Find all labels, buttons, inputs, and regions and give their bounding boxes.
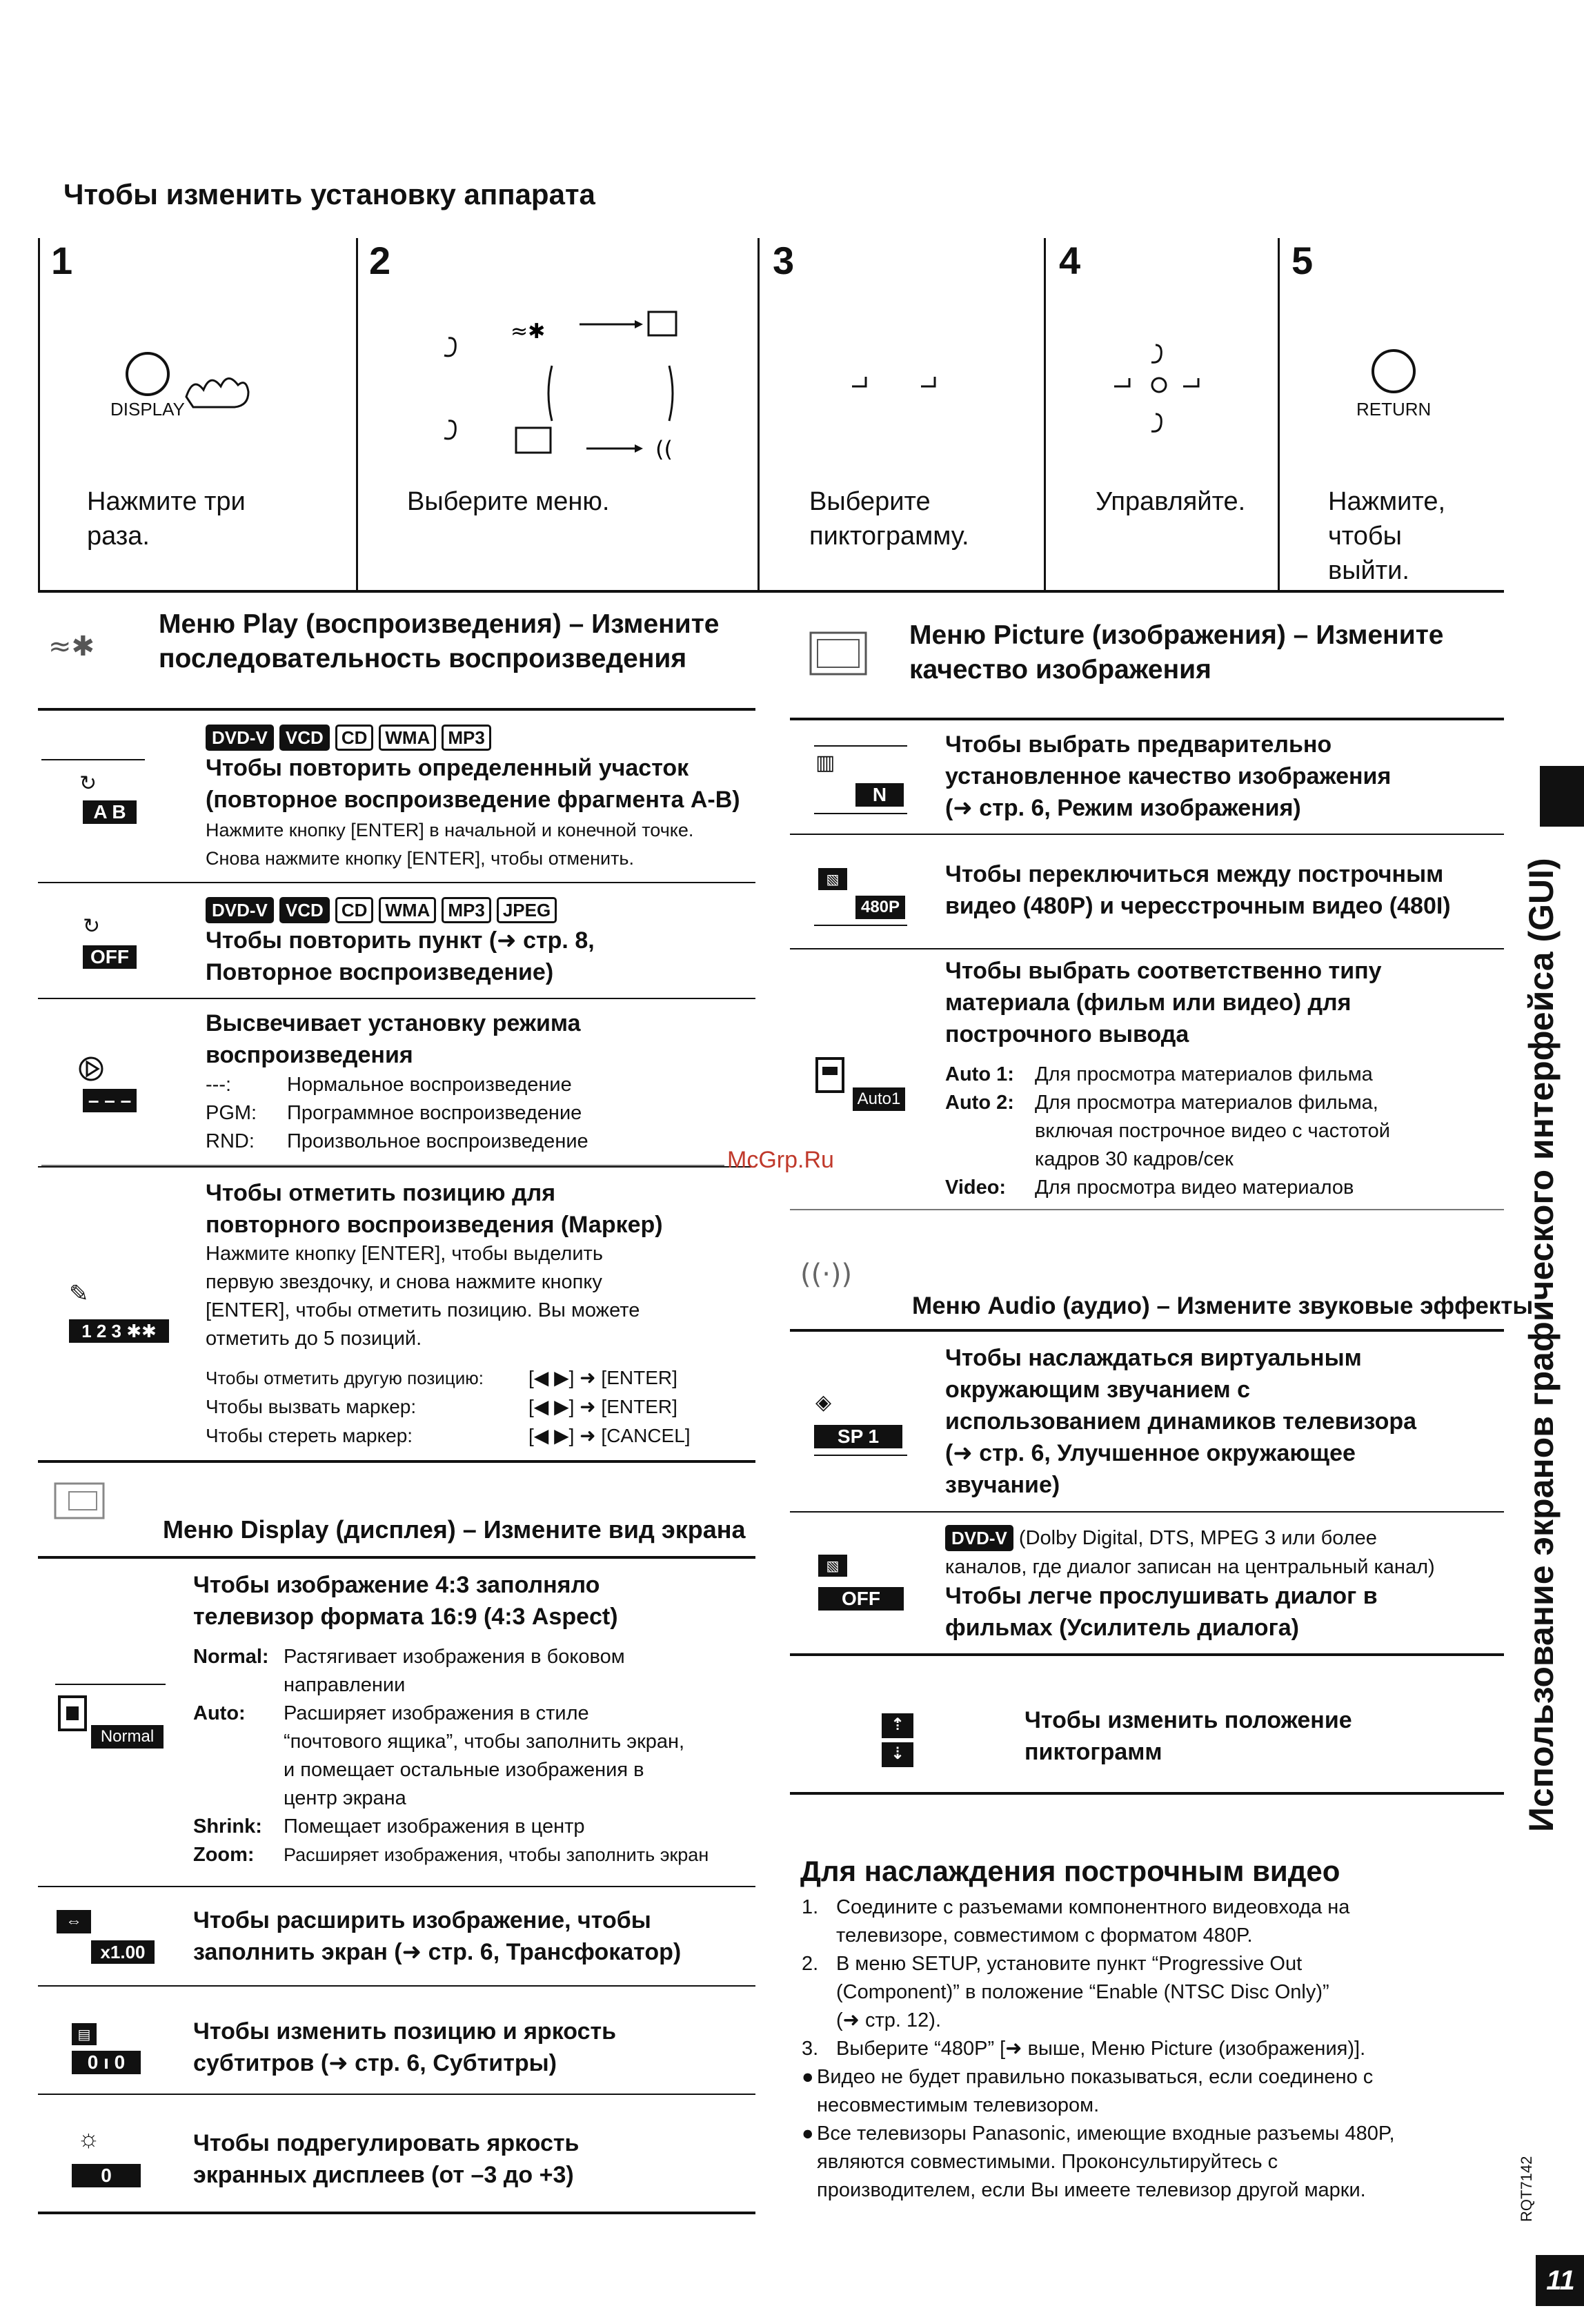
display-button-label: DISPLAY — [110, 399, 185, 420]
repeat-off-icon: OFF — [83, 945, 137, 969]
transfer-options: Auto 1: Для просмотра материалов фильма Auto 2: Для просмотра материалов фильма, включая построчное видео с частотой кадров 30 кадров/сек Video: Для просмотра видео материалов — [945, 1063, 1390, 1199]
cursor-pad-icon — [1100, 331, 1225, 449]
audio-menu-icon — [793, 1249, 876, 1304]
dialog-enhancer-value-icon: OFF — [818, 1587, 904, 1611]
subtitle-icon: ▤ — [72, 2023, 97, 2045]
marker-icon: ✎ — [69, 1281, 89, 1307]
item-title: Чтобы легче прослушивать диалог в фильмах (Усилитель диалога) — [945, 1583, 1378, 1641]
step-text: Выберите меню. — [407, 487, 610, 516]
progressive-steps: 1. Соедините с разъемами компонентного видеовхода на телевизоре, совместимом с форматом 480P. 2. В меню SETUP, установите пункт “Progressive Out (Component)” в положение “Enable (NTSC Disc Only)” (➜ стр. 12). 3. Выберите “480P” [➜ выше, Меню Picture (изображения)]. ● Видео не будет правильно показываться, если соединено с несовместимым телевизором. ● Все телевизоры Panasonic, имеющие входные разъемы 480P, являются совместимыми. Проконсультируйтесь с производителем, если Вы имеете телевизор другой марки. — [802, 1896, 1395, 2201]
audio-menu-heading: Меню Audio (аудио) – Измените звуковые эффекты — [912, 1292, 1534, 1319]
ab-repeat-icon: A B — [83, 800, 137, 824]
return-button-icon — [1369, 345, 1425, 400]
format-badge: DVD-V — [945, 1525, 1013, 1551]
surround-icon: ◈ — [815, 1391, 832, 1414]
move-down-icon: ⇣ — [882, 1742, 913, 1767]
step-number: 1 — [51, 239, 73, 282]
item-title: Чтобы переключиться между построчным видео (480P) и чересстрочным видео (480I) — [945, 861, 1451, 919]
zoom-value-icon: x1.00 — [91, 1940, 155, 1964]
repeat-icon: ↻ — [83, 915, 101, 938]
format-badge: DVD-V — [206, 725, 274, 751]
item-title: Чтобы повторить пункт (➜ стр. 8, Повторное воспроизведение) — [206, 927, 595, 985]
aspect-icon — [57, 1694, 91, 1735]
transfer-mode-icon — [814, 1056, 849, 1097]
mode-list: ---: Нормальное воспроизведение PGM: Программное воспроизведение RND: Произвольное воспроизведение — [206, 1074, 588, 1152]
item-title: Чтобы расширить изображение, чтобы заполнить экран (➜ стр. 6, Трансфокатор) — [193, 1907, 682, 1965]
doc-code: RQT7142 — [1518, 2156, 1535, 2222]
item-description: Нажмите кнопку [ENTER], чтобы выделить первую звездочку, и снова нажмите кнопку [ENTER], чтобы отметить позицию. Вы можете отметить до 5 позиций. — [206, 1243, 640, 1350]
progressive-icon: ▧ — [818, 868, 847, 890]
picture-mode-value-icon: N — [855, 783, 904, 807]
picture-menu-icon — [804, 624, 887, 687]
section-tab-marker — [1540, 766, 1584, 827]
format-badge: CD — [335, 725, 374, 751]
progressive-heading: Для наслаждения построчным видео — [800, 1855, 1340, 1887]
format-badges — [206, 725, 497, 751]
step-number: 2 — [369, 239, 391, 282]
format-badge: MP3 — [442, 725, 491, 751]
format-badge: JPEG — [497, 897, 557, 923]
item-title: Чтобы повторить определенный участок (повторное воспроизведение фрагмента A-B) — [206, 755, 740, 813]
play-menu-icon — [41, 618, 138, 673]
transfer-mode-value-icon: Auto1 — [853, 1087, 905, 1111]
step-text: Нажмите, чтобы выйти. — [1328, 487, 1446, 585]
picture-mode-icon: ▥ — [815, 751, 835, 774]
svg-text:((·)): ((·)) — [800, 1259, 853, 1290]
item-title: Чтобы выбрать предварительно установленное качество изображения (➜ стр. 6, Режим изображения) — [945, 731, 1392, 821]
play-menu-heading: Меню Play (воспроизведения) – Измените последовательность воспроизведения — [159, 609, 720, 673]
display-menu-heading: Меню Display (дисплея) – Измените вид экрана — [163, 1515, 746, 1544]
svg-text:≈✱: ≈✱ — [511, 319, 546, 344]
step-text: Управляйте. — [1096, 487, 1246, 516]
format-badge: WMA — [379, 897, 436, 923]
item-title: Чтобы подрегулировать яркость экранных дисплеев (от –3 до +3) — [193, 2130, 580, 2188]
watermark: McGrp.Ru — [727, 1147, 834, 1173]
format-badge: WMA — [379, 725, 436, 751]
picture-menu-heading: Меню Picture (изображения) – Измените качество изображения — [909, 620, 1444, 685]
repeat-icon: ↻ — [79, 772, 97, 795]
page-number: 11 — [1536, 2255, 1584, 2306]
left-right-buttons-icon — [845, 366, 969, 407]
brightness-value-icon: 0 — [72, 2164, 141, 2187]
step-number: 4 — [1059, 239, 1081, 282]
progressive-value-icon: 480P — [855, 896, 905, 919]
move-up-icon: ⇡ — [882, 1713, 913, 1738]
svg-text:((: (( — [655, 436, 673, 462]
aspect-options: Normal: Растягивает изображения в боковом направлении Auto: Расширяет изображения в стиле “почтового ящика”, чтобы заполнить экран, и помещает остальные изображения в центр экрана Shrink: Помещает изображения в центр Zoom: Расширяет изображения, чтобы заполнить экран — [193, 1646, 709, 1866]
marker-operations: Чтобы отметить другую позицию: [◀ ▶] ➜ [ENTER] Чтобы вызвать маркер: [◀ ▶] ➜ [ENTER] Чтобы стереть маркер: [◀ ▶] ➜ [CANCEL] — [206, 1367, 691, 1446]
side-title: Использование экранов графического интерфейса (GUI) — [1522, 858, 1561, 1832]
format-badge: VCD — [279, 897, 330, 923]
step-number: 3 — [773, 239, 795, 282]
item-title: Чтобы изменить положение пиктограмм — [1024, 1707, 1352, 1765]
brightness-icon: ☼ — [77, 2124, 100, 2152]
menu-cycle-diagram-icon — [435, 304, 724, 469]
item-title: Чтобы изменить позицию и яркость субтитров (➜ стр. 6, Субтитры) — [193, 2018, 617, 2076]
subtitle-value-icon: 0 ı 0 — [72, 2051, 141, 2074]
item-title: Чтобы наслаждаться виртуальным окружающим звучанием с использованием динамиков телевизора (➜ стр. 6, Улучшенное окружающее звучание) — [945, 1345, 1417, 1498]
item-title: Чтобы выбрать соответственно типу материала (фильм или видео) для построчного вывода — [945, 958, 1382, 1047]
dialog-note: DVD-V (Dolby Digital, DTS, MPEG 3 или более каналов, где диалог записан на центральный канал) — [945, 1524, 1435, 1582]
format-badge: CD — [335, 897, 374, 923]
play-mode-value-icon: – – – — [83, 1089, 137, 1112]
item-title: Чтобы отметить позицию для повторного воспроизведения (Маркер) — [206, 1180, 663, 1238]
item-title: Высвечивает установку режима воспроизведения — [206, 1010, 581, 1068]
surround-value-icon: SP 1 — [814, 1425, 902, 1448]
dialog-enhancer-icon: ▧ — [818, 1555, 847, 1577]
return-button-label: RETURN — [1356, 399, 1432, 420]
step-text: Выберите пиктограмму. — [809, 487, 969, 551]
display-menu-icon — [48, 1477, 131, 1532]
format-badge: DVD-V — [206, 897, 274, 923]
step-text: Нажмите три раза. — [87, 487, 246, 551]
zoom-icon: ⇔ — [57, 1910, 91, 1933]
aspect-value-icon: Normal — [91, 1725, 164, 1749]
format-badges — [206, 897, 562, 923]
play-mode-icon — [76, 1052, 110, 1087]
format-badge: MP3 — [442, 897, 491, 923]
page-title: Чтобы изменить установку аппарата — [63, 178, 595, 210]
format-badge: VCD — [279, 725, 330, 751]
marker-value-icon: 1 2 3 ✱✱ — [69, 1319, 169, 1343]
svg-text:≈✱: ≈✱ — [48, 631, 95, 662]
step-number: 5 — [1291, 239, 1314, 282]
item-title: Чтобы изображение 4:3 заполняло телевизор формата 16:9 (4:3 Aspect) — [193, 1572, 618, 1630]
item-description: Нажмите кнопку [ENTER] в начальной и конечной точке. Снова нажмите кнопку [ENTER], чтобы отменить. — [206, 820, 694, 869]
